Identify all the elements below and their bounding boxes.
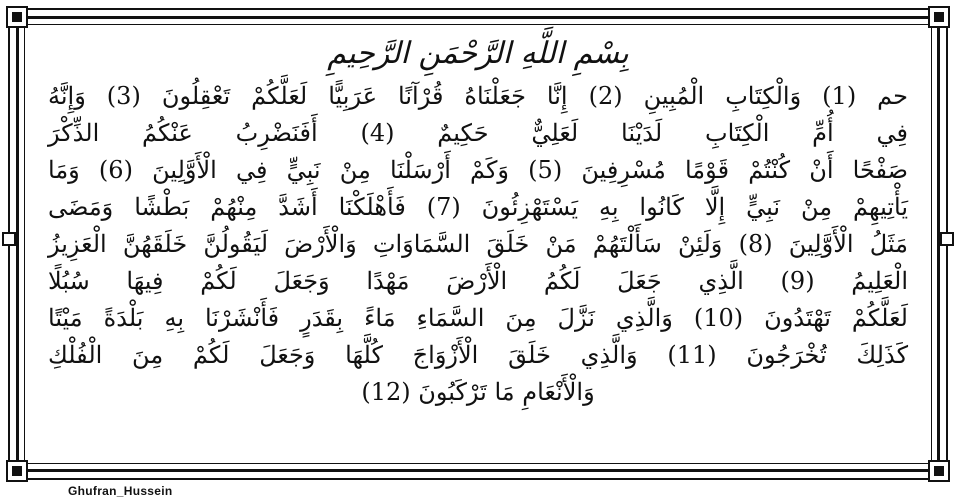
corner-ornament-top-right <box>922 0 956 34</box>
basmala-heading: بِسْمِ اللَّهِ الرَّحْمَنِ الرَّحِيمِ <box>327 36 629 71</box>
corner-ornament-bottom-left <box>0 454 34 488</box>
verses-text-block <box>40 34 916 450</box>
corner-ornament-top-left <box>0 0 34 34</box>
side-ornament-left <box>2 232 16 246</box>
verse-line: حم (1) وَالْكِتَابِ الْمُبِينِ (2) إِنَّا جَعَلْنَاهُ قُرْآنًا عَرَبِيًّا لَعَلَّكُمْ تَعْقِلُونَ (3) وَإِنَّهُ <box>48 82 908 110</box>
verse-line: لَعَلَّكُمْ تَهْتَدُونَ (10) وَالَّذِي نَزَّلَ مِنَ السَّمَاءِ مَاءً بِقَدَرٍ فَأَنْشَرْنَا بِهِ بَلْدَةً مَيْتًا <box>48 304 908 332</box>
side-ornament-right <box>940 232 954 246</box>
verse-line: مَثَلُ الْأَوَّلِينَ (8) وَلَئِنْ سَأَلْتَهُمْ مَنْ خَلَقَ السَّمَاوَاتِ وَالْأَرْضَ لَيَقُولُنَّ خَلَقَهُنَّ الْعَزِيزُ <box>48 230 908 258</box>
verse-line: الْعَلِيمُ (9) الَّذِي جَعَلَ لَكُمُ الْأَرْضَ مَهْدًا وَجَعَلَ لَكُمْ فِيهَا سُبُلًا <box>48 267 908 295</box>
verse-line: يَأْتِيهِمْ مِنْ نَبِيٍّ إِلَّا كَانُوا بِهِ يَسْتَهْزِئُونَ (7) فَأَهْلَكْنَا أَشَدَّ مِنْهُمْ بَطْشًا وَمَضَى <box>48 193 908 221</box>
author-signature: Ghufran_Hussein <box>68 484 173 498</box>
corner-ornament-bottom-right <box>922 454 956 488</box>
verse-line: كَذَلِكَ تُخْرَجُونَ (11) وَالَّذِي خَلَقَ الْأَزْوَاجَ كُلَّهَا وَجَعَلَ لَكُمْ مِنَ الْفُلْكِ <box>48 341 908 369</box>
verse-line: صَفْحًا أَنْ كُنْتُمْ قَوْمًا مُسْرِفِينَ (5) وَكَمْ أَرْسَلْنَا مِنْ نَبِيٍّ فِي الْأَوَّلِينَ (6) وَمَا <box>48 156 909 184</box>
verse-line: فِي أُمِّ الْكِتَابِ لَدَيْنَا لَعَلِيٌّ حَكِيمٌ (4) أَفَنَضْرِبُ عَنْكُمُ الذِّكْرَ <box>48 119 908 147</box>
verse-line-last: وَالْأَنْعَامِ مَا تَرْكَبُونَ (12) <box>361 378 595 406</box>
